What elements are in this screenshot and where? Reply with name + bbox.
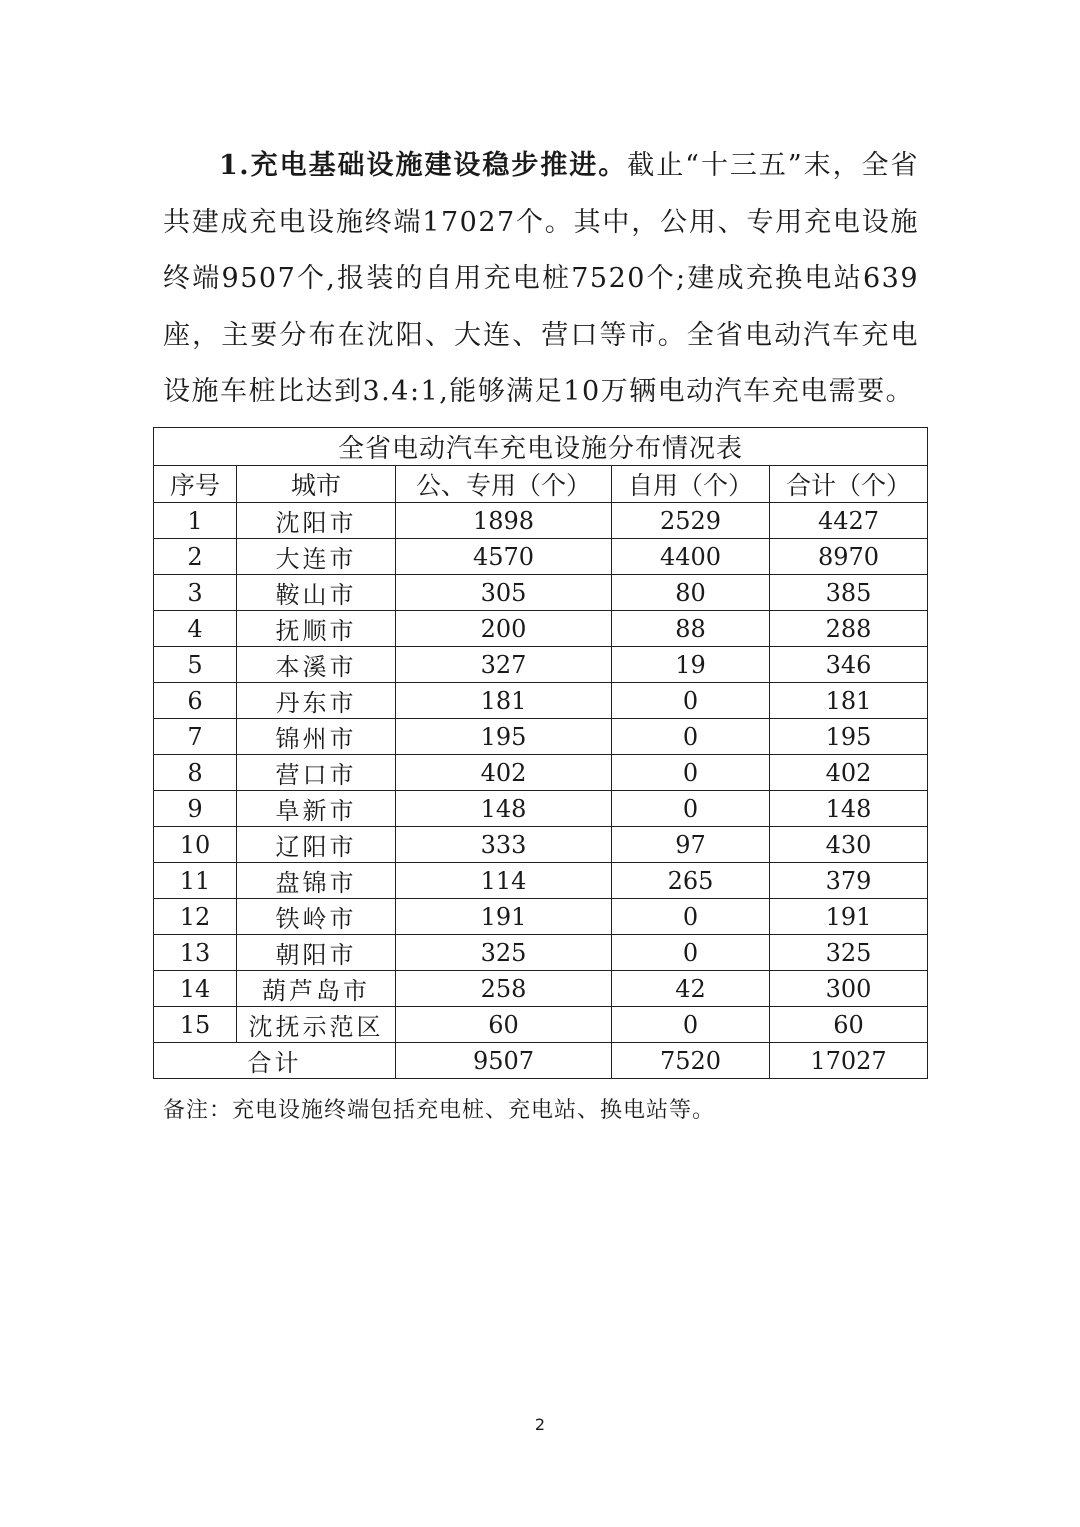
table-row bbox=[154, 863, 928, 899]
table-row bbox=[154, 755, 928, 791]
row-no: 12 bbox=[154, 899, 237, 935]
row-total: 60 bbox=[770, 1007, 928, 1043]
row-total: 325 bbox=[770, 935, 928, 971]
body-paragraph bbox=[163, 138, 919, 421]
header-public: 公、专用（个） bbox=[396, 466, 612, 503]
row-total: 8970 bbox=[770, 539, 928, 575]
row-private: 80 bbox=[612, 575, 770, 611]
table-row bbox=[154, 575, 928, 611]
row-private: 97 bbox=[612, 827, 770, 863]
row-public: 402 bbox=[396, 755, 612, 791]
row-total: 148 bbox=[770, 791, 928, 827]
table-title: 全省电动汽车充电设施分布情况表 bbox=[154, 428, 928, 466]
row-total: 300 bbox=[770, 971, 928, 1007]
row-total: 379 bbox=[770, 863, 928, 899]
row-private: 0 bbox=[612, 755, 770, 791]
page-number: 2 bbox=[534, 1415, 546, 1434]
row-public: 181 bbox=[396, 683, 612, 719]
row-public: 333 bbox=[396, 827, 612, 863]
row-city: 锦州市 bbox=[237, 719, 396, 755]
row-total: 385 bbox=[770, 575, 928, 611]
row-no: 3 bbox=[154, 575, 237, 611]
row-total: 402 bbox=[770, 755, 928, 791]
table-row bbox=[154, 899, 928, 935]
row-public: 325 bbox=[396, 935, 612, 971]
row-total: 191 bbox=[770, 899, 928, 935]
row-public: 1898 bbox=[396, 503, 612, 539]
paragraph-lead-heading: 1.充电基础设施建设稳步推进。 bbox=[219, 150, 628, 181]
total-sum: 17027 bbox=[770, 1043, 928, 1079]
row-no: 4 bbox=[154, 611, 237, 647]
row-total: 195 bbox=[770, 719, 928, 755]
row-public: 195 bbox=[396, 719, 612, 755]
paragraph-body-text: 截止“十三五”末，全省共建成充电设施终端17027个。其中，公用、专用充电设施终端9507个,报装的自用充电桩7520个;建成充换电站639座，主要分布在沈阳、大连、营口等市。全省电动汽车充电设施车桩比达到3.4:1,能够满足10万辆电动汽车充电需要。 bbox=[163, 150, 920, 407]
table-row bbox=[154, 539, 928, 575]
row-city: 阜新市 bbox=[237, 791, 396, 827]
row-public: 148 bbox=[396, 791, 612, 827]
table-row bbox=[154, 935, 928, 971]
row-city: 丹东市 bbox=[237, 683, 396, 719]
row-no: 11 bbox=[154, 863, 237, 899]
row-total: 346 bbox=[770, 647, 928, 683]
row-city: 沈阳市 bbox=[237, 503, 396, 539]
row-city: 葫芦岛市 bbox=[237, 971, 396, 1007]
row-public: 200 bbox=[396, 611, 612, 647]
footnote: 备注：充电设施终端包括充电桩、充电站、换电站等。 bbox=[163, 1098, 716, 1123]
row-city: 朝阳市 bbox=[237, 935, 396, 971]
table-row bbox=[154, 503, 928, 539]
row-private: 88 bbox=[612, 611, 770, 647]
table-row bbox=[154, 1007, 928, 1043]
row-no: 5 bbox=[154, 647, 237, 683]
table-row bbox=[154, 719, 928, 755]
charging-facility-table bbox=[153, 427, 928, 1079]
row-no: 14 bbox=[154, 971, 237, 1007]
row-total: 4427 bbox=[770, 503, 928, 539]
table-row bbox=[154, 791, 928, 827]
row-no: 6 bbox=[154, 683, 237, 719]
row-public: 258 bbox=[396, 971, 612, 1007]
row-private: 4400 bbox=[612, 539, 770, 575]
table-row bbox=[154, 647, 928, 683]
row-city: 大连市 bbox=[237, 539, 396, 575]
row-public: 305 bbox=[396, 575, 612, 611]
row-private: 265 bbox=[612, 863, 770, 899]
row-private: 0 bbox=[612, 1007, 770, 1043]
row-total: 430 bbox=[770, 827, 928, 863]
row-private: 42 bbox=[612, 971, 770, 1007]
total-public: 9507 bbox=[396, 1043, 612, 1079]
row-no: 8 bbox=[154, 755, 237, 791]
row-city: 营口市 bbox=[237, 755, 396, 791]
row-private: 19 bbox=[612, 647, 770, 683]
row-private: 0 bbox=[612, 791, 770, 827]
row-no: 13 bbox=[154, 935, 237, 971]
table-row bbox=[154, 683, 928, 719]
header-private: 自用（个） bbox=[612, 466, 770, 503]
row-public: 327 bbox=[396, 647, 612, 683]
row-no: 10 bbox=[154, 827, 237, 863]
row-city: 抚顺市 bbox=[237, 611, 396, 647]
row-no: 1 bbox=[154, 503, 237, 539]
table-row bbox=[154, 827, 928, 863]
row-no: 15 bbox=[154, 1007, 237, 1043]
row-private: 0 bbox=[612, 719, 770, 755]
row-no: 9 bbox=[154, 791, 237, 827]
header-no: 序号 bbox=[154, 466, 237, 503]
row-city: 辽阳市 bbox=[237, 827, 396, 863]
total-row bbox=[154, 1043, 928, 1079]
header-city: 城市 bbox=[237, 466, 396, 503]
total-label: 合计 bbox=[154, 1043, 396, 1079]
row-public: 191 bbox=[396, 899, 612, 935]
row-private: 2529 bbox=[612, 503, 770, 539]
row-public: 4570 bbox=[396, 539, 612, 575]
row-city: 本溪市 bbox=[237, 647, 396, 683]
row-city: 铁岭市 bbox=[237, 899, 396, 935]
row-no: 7 bbox=[154, 719, 237, 755]
row-private: 0 bbox=[612, 683, 770, 719]
total-private: 7520 bbox=[612, 1043, 770, 1079]
table-row bbox=[154, 611, 928, 647]
header-total: 合计（个） bbox=[770, 466, 928, 503]
row-city: 盘锦市 bbox=[237, 863, 396, 899]
row-city: 沈抚示范区 bbox=[237, 1007, 396, 1043]
table-row bbox=[154, 971, 928, 1007]
row-total: 181 bbox=[770, 683, 928, 719]
row-city: 鞍山市 bbox=[237, 575, 396, 611]
row-private: 0 bbox=[612, 899, 770, 935]
row-no: 2 bbox=[154, 539, 237, 575]
row-public: 114 bbox=[396, 863, 612, 899]
row-total: 288 bbox=[770, 611, 928, 647]
row-public: 60 bbox=[396, 1007, 612, 1043]
row-private: 0 bbox=[612, 935, 770, 971]
